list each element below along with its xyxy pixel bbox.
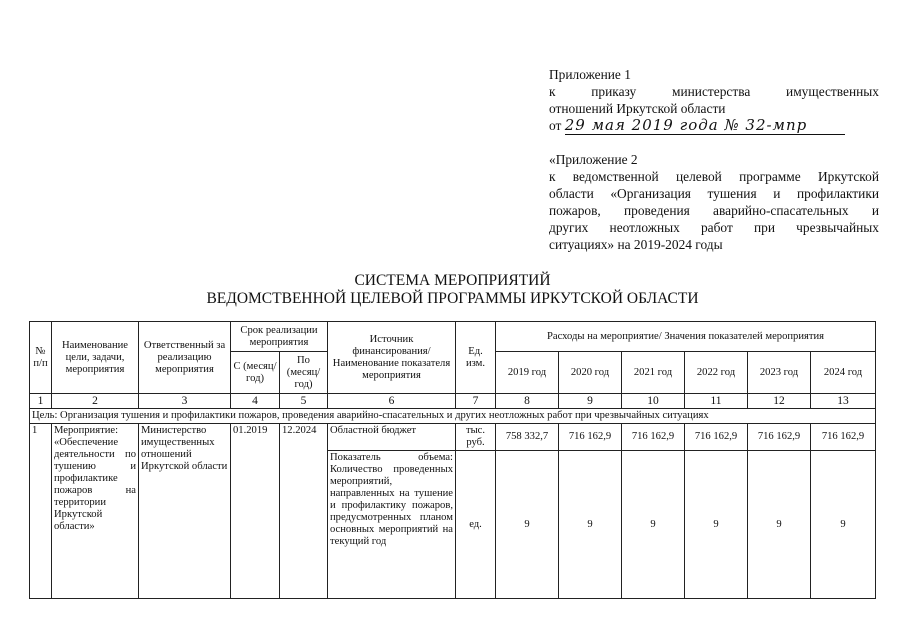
header-year: 2022 год — [685, 352, 748, 394]
goal-text: Цель: Организация тушения и профилактики пожаров, проведения аварийно-спасательных и других неотложных работ при чрезвычайных ситуациях — [30, 409, 876, 424]
annex-1-line-1 — [549, 83, 879, 100]
header-to: По (месяц/ год) — [280, 352, 328, 394]
document-heading — [0, 272, 905, 308]
column-number-row — [30, 394, 876, 409]
annex-2-last-line: ситуациях» на 2019-2024 годы — [549, 237, 723, 252]
annex-1-word: министерства — [672, 84, 751, 99]
budget-value: 716 162,9 — [748, 424, 811, 451]
header-row-1 — [30, 322, 876, 352]
header-num: № п/п — [30, 322, 52, 394]
annex-2-title: «Приложение 2 — [549, 152, 638, 167]
header-year: 2021 год — [622, 352, 685, 394]
annex-2 — [549, 151, 879, 253]
heading-line-1: СИСТЕМА МЕРОПРИЯТИЙ — [354, 272, 551, 289]
annex-1-line-2: отношений Иркутской области — [549, 101, 726, 116]
indicator-value: 9 — [622, 451, 685, 599]
annex-1-date-line — [549, 117, 879, 135]
column-number: 8 — [496, 394, 559, 409]
row-num: 1 — [30, 424, 52, 599]
period-to: 12.2024 — [280, 424, 328, 599]
indicator-unit: ед. — [456, 451, 496, 599]
annex-1-title: Приложение 1 — [549, 67, 631, 82]
column-number: 7 — [456, 394, 496, 409]
column-number: 6 — [328, 394, 456, 409]
column-number: 13 — [811, 394, 876, 409]
column-number: 2 — [52, 394, 139, 409]
column-number: 11 — [685, 394, 748, 409]
column-number: 5 — [280, 394, 328, 409]
indicator-value: 9 — [811, 451, 876, 599]
annex-1-word: имущественных — [786, 84, 879, 99]
indicator-name: Показатель объема: Количество проведенных мероприятий, направленных на тушение и профилактику пожаров, предусмотренных планом основных мероприятий на текущий год — [328, 451, 456, 599]
indicator-value: 9 — [559, 451, 622, 599]
column-number: 9 — [559, 394, 622, 409]
indicator-value: 9 — [685, 451, 748, 599]
header-from: С (месяц/ год) — [231, 352, 280, 394]
budget-value: 716 162,9 — [685, 424, 748, 451]
budget-value: 716 162,9 — [811, 424, 876, 451]
header-year: 2023 год — [748, 352, 811, 394]
budget-value: 716 162,9 — [622, 424, 685, 451]
handwritten-date: 29 мая 2019 года № 32-мпр — [565, 117, 845, 135]
header-unit: Ед. изм. — [456, 322, 496, 394]
header-year: 2020 год — [559, 352, 622, 394]
measure-name: Мероприятие: «Обеспечение деятельности по тушению и профилактике пожаров на территории Иркутской области» — [52, 424, 139, 599]
budget-value: 716 162,9 — [559, 424, 622, 451]
measures-table — [29, 321, 876, 599]
header-year: 2019 год — [496, 352, 559, 394]
indicator-value: 9 — [496, 451, 559, 599]
header-source: Источник финансирования/ Наименование показателя мероприятия — [328, 322, 456, 394]
header-name: Наименование цели, задачи, мероприятия — [52, 322, 139, 394]
header-responsible: Ответственный за реализацию мероприятия — [139, 322, 231, 394]
annex-2-line: других неотложных работ при чрезвычайных — [549, 220, 879, 235]
goal-row — [30, 409, 876, 424]
heading-line-2: ВЕДОМСТВЕННОЙ ЦЕЛЕВОЙ ПРОГРАММЫ ИРКУТСКОЙ ОБЛАСТИ — [206, 290, 699, 307]
column-number: 10 — [622, 394, 685, 409]
budget-unit: тыс. руб. — [456, 424, 496, 451]
header-period: Срок реализации мероприятия — [231, 322, 328, 352]
budget-row — [30, 424, 876, 451]
budget-value: 758 332,7 — [496, 424, 559, 451]
annex-1 — [549, 66, 879, 135]
annex-1-word: к — [549, 84, 556, 99]
column-number: 4 — [231, 394, 280, 409]
measure-responsible: Министерство имущественных отношений Иркутской области — [139, 424, 231, 599]
column-number: 3 — [139, 394, 231, 409]
annex-1-word: приказу — [591, 84, 637, 99]
column-number: 1 — [30, 394, 52, 409]
annex-2-line: области «Организация тушения и профилактики — [549, 186, 879, 201]
header-expenses: Расходы на мероприятие/ Значения показателей мероприятия — [496, 322, 876, 352]
budget-source: Областной бюджет — [328, 424, 456, 451]
column-number: 12 — [748, 394, 811, 409]
annex-2-line: пожаров, проведения аварийно-спасательных и — [549, 203, 879, 218]
header-year: 2024 год — [811, 352, 876, 394]
annex-2-line: к ведомственной целевой программе Иркутской — [549, 169, 879, 184]
period-from: 01.2019 — [231, 424, 280, 599]
indicator-value: 9 — [748, 451, 811, 599]
date-prefix: от — [549, 118, 562, 133]
